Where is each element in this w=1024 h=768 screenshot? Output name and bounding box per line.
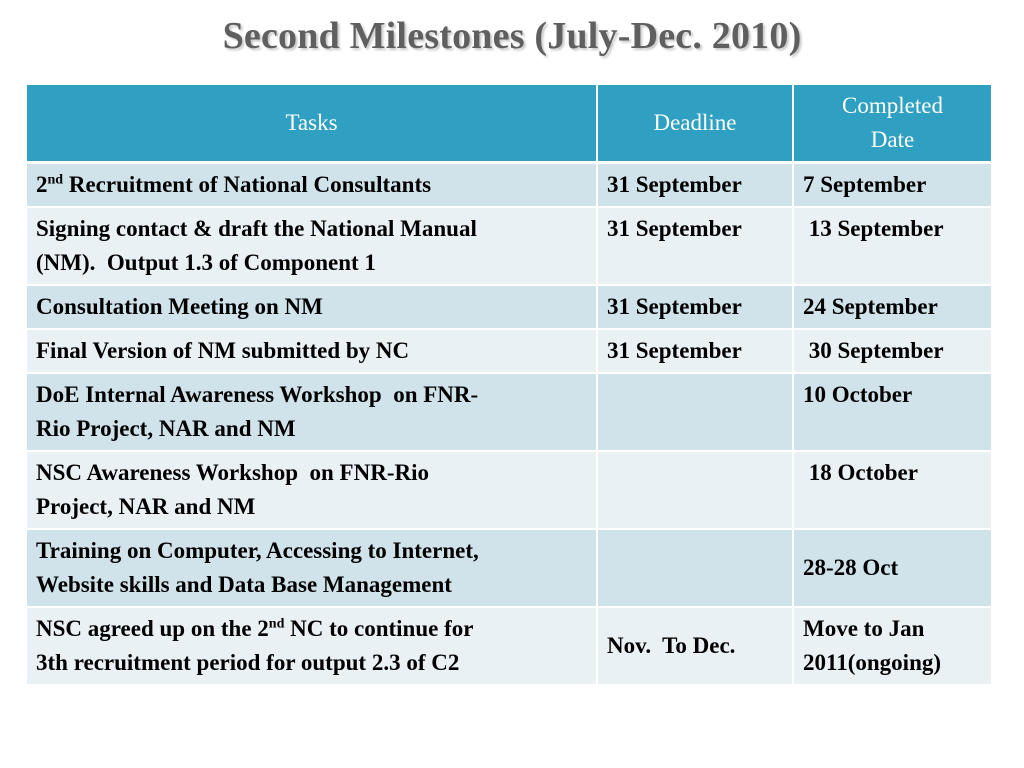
completed-cell: 13 September	[794, 208, 991, 286]
task-line1: Signing contact & draft the National Manual	[36, 216, 477, 241]
task-superscript: nd	[268, 616, 285, 632]
table-row	[27, 286, 991, 330]
task-line2: (NM). Output 1.3 of Component 1	[36, 250, 376, 275]
deadline-cell: Nov. To Dec.	[598, 608, 794, 686]
table-row	[27, 208, 991, 286]
header-completed-date	[794, 85, 991, 164]
table-row	[27, 452, 991, 530]
task-prefix: 2	[36, 172, 48, 197]
task-line2: Rio Project, NAR and NM	[36, 416, 296, 441]
task-line1: Training on Computer, Accessing to Internet,	[36, 538, 479, 563]
task-line1-suffix: NC to continue for	[284, 616, 474, 641]
deadline-cell	[598, 530, 794, 608]
completed-line1: Move to Jan	[803, 616, 925, 641]
table-row	[27, 164, 991, 208]
task-cell	[27, 452, 598, 530]
task-line2: Project, NAR and NM	[36, 494, 256, 519]
task-suffix: Recruitment of National Consultants	[63, 172, 432, 197]
task-cell	[27, 208, 598, 286]
header-completed-line1: Completed	[842, 93, 943, 118]
task-superscript: nd	[47, 172, 64, 188]
task-line2: 3th recruitment period for output 2.3 of C2	[36, 650, 460, 675]
deadline-cell: 31 September	[598, 164, 794, 208]
task-line1-prefix: NSC agreed up on the 2	[36, 616, 269, 641]
table-row	[27, 374, 991, 452]
slide-title: Second Milestones (July-Dec. 2010)	[222, 15, 802, 57]
deadline-cell: 31 September	[598, 286, 794, 330]
table-row	[27, 530, 991, 608]
task-line1: DoE Internal Awareness Workshop on FNR-	[36, 382, 479, 407]
task-cell: Consultation Meeting on NM	[27, 286, 598, 330]
completed-line2: 2011(ongoing)	[803, 650, 942, 675]
completed-cell: 30 September	[794, 330, 991, 374]
milestones-table	[27, 85, 991, 686]
completed-cell: 24 September	[794, 286, 991, 330]
deadline-cell: 31 September	[598, 330, 794, 374]
task-cell	[27, 164, 598, 208]
table-row	[27, 608, 991, 686]
header-completed-line2: Date	[870, 127, 915, 152]
header-tasks: Tasks	[27, 85, 598, 164]
task-cell	[27, 608, 598, 686]
completed-cell	[794, 608, 991, 686]
deadline-cell	[598, 452, 794, 530]
completed-cell: 10 October	[794, 374, 991, 452]
table-header-row	[27, 85, 991, 164]
task-line1: NSC Awareness Workshop on FNR-Rio	[36, 460, 429, 485]
deadline-cell	[598, 374, 794, 452]
deadline-cell: 31 September	[598, 208, 794, 286]
completed-cell: 7 September	[794, 164, 991, 208]
completed-cell: 18 October	[794, 452, 991, 530]
task-cell	[27, 374, 598, 452]
header-deadline: Deadline	[598, 85, 794, 164]
table-row	[27, 330, 991, 374]
task-cell	[27, 530, 598, 608]
task-line2: Website skills and Data Base Management	[36, 572, 452, 597]
completed-cell: 28-28 Oct	[794, 530, 991, 608]
task-cell: Final Version of NM submitted by NC	[27, 330, 598, 374]
